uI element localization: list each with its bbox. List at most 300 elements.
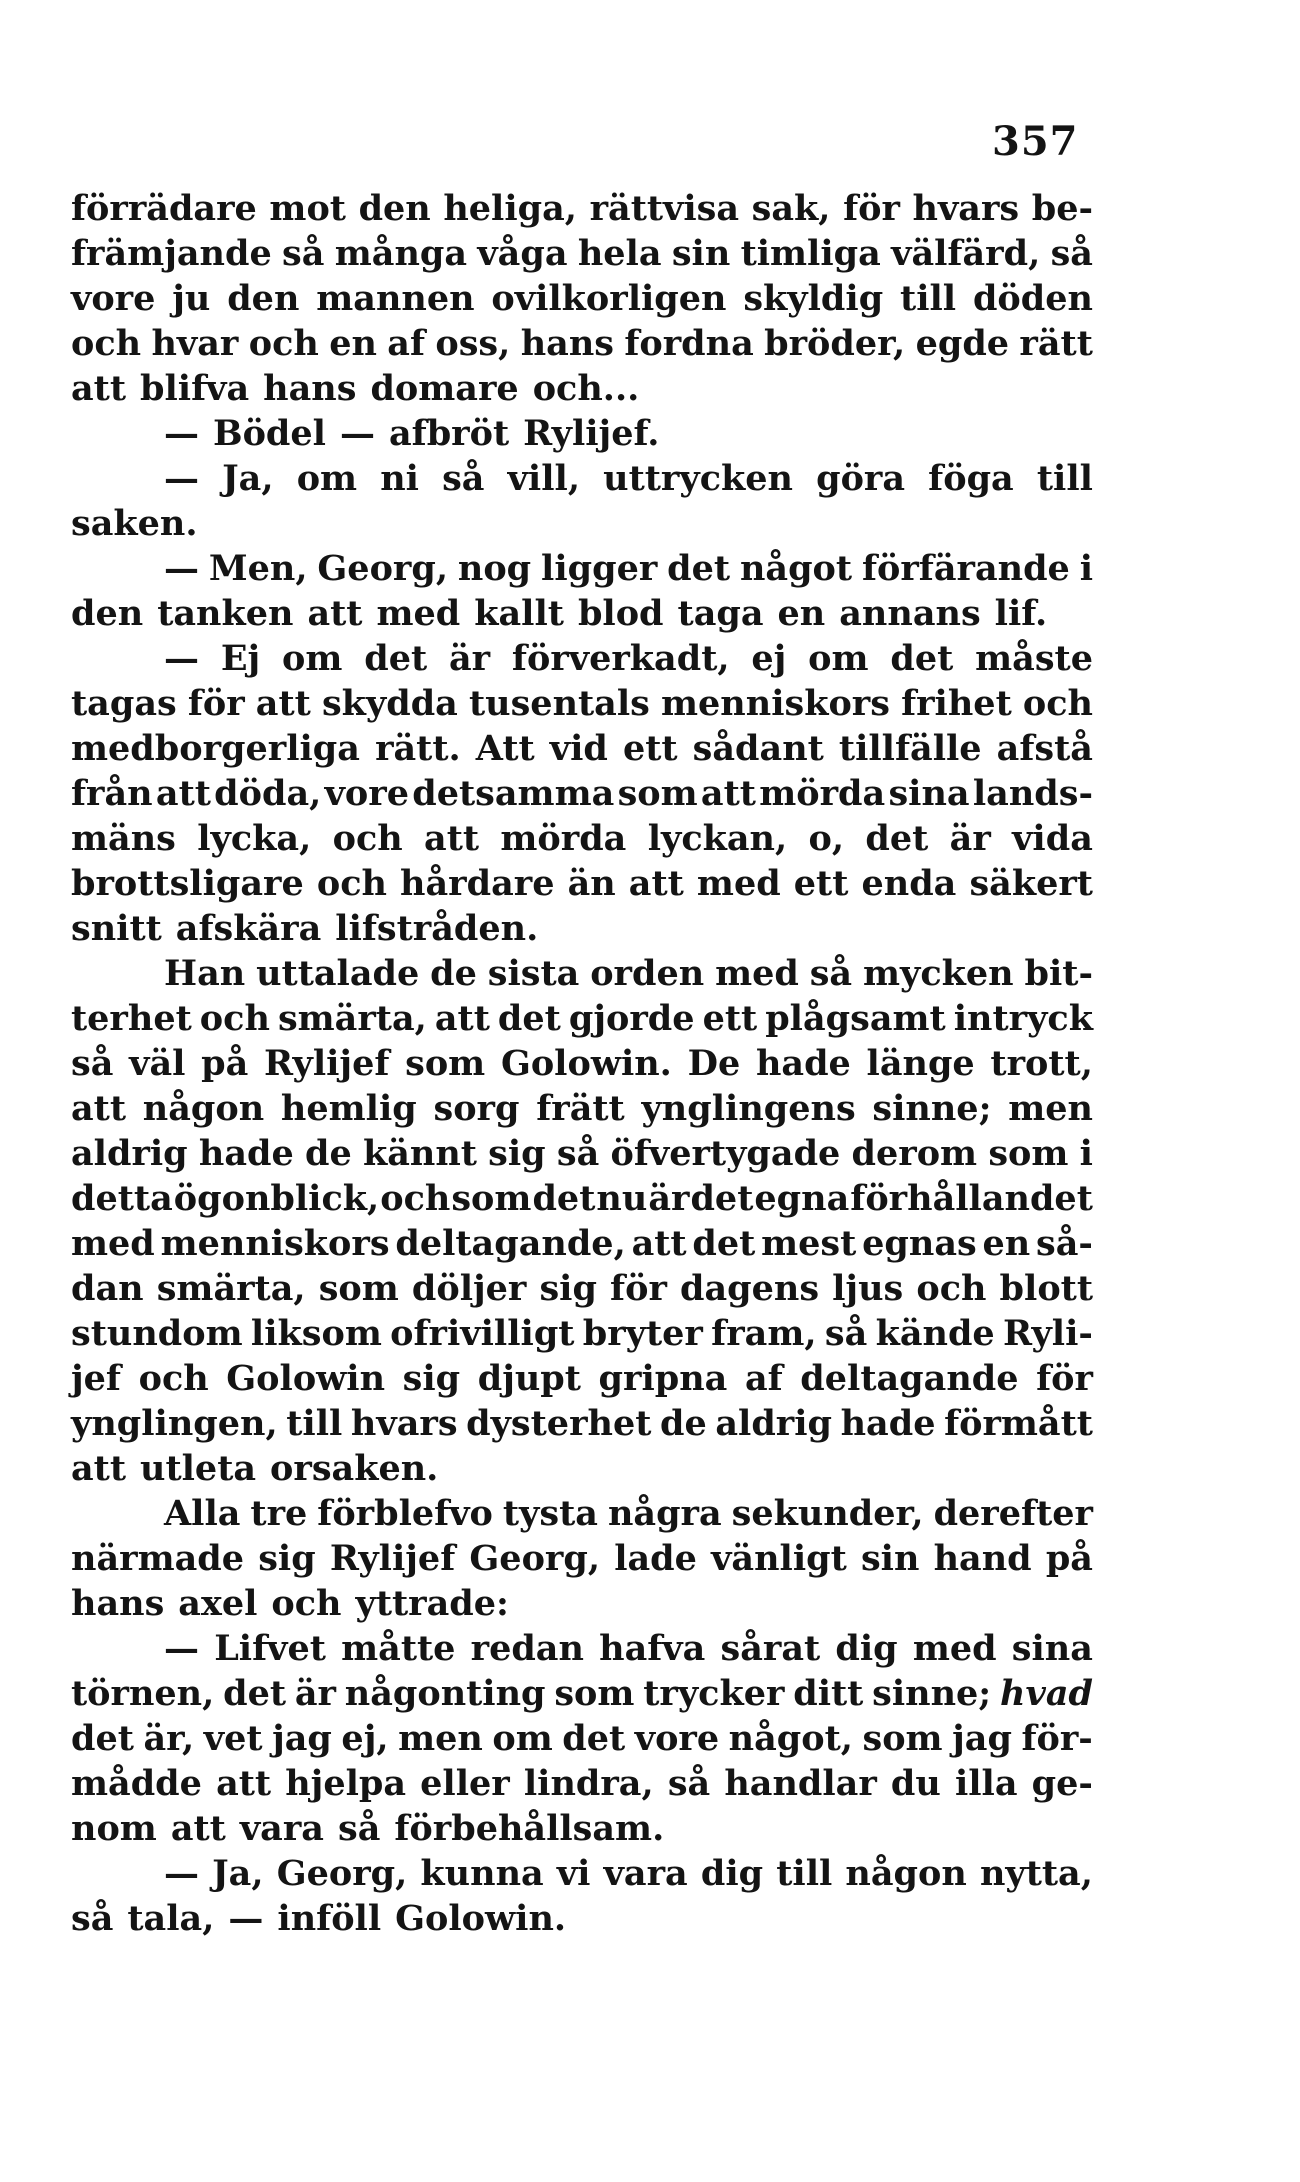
word: på (1045, 1538, 1093, 1579)
word: hårdare (400, 863, 555, 904)
word: i (1079, 1133, 1093, 1174)
word: vänligt (711, 1538, 847, 1579)
word: dysterhet (466, 1403, 652, 1444)
word: som (617, 773, 698, 814)
word: lindra, (523, 1763, 654, 1804)
word: blifva (140, 368, 250, 409)
word: hvar (151, 323, 239, 364)
word: — (164, 458, 199, 499)
word: med (376, 593, 461, 634)
word: skydda (321, 683, 458, 724)
word: förbehållsam. (394, 1808, 665, 1849)
word: dan (71, 1268, 144, 1309)
word: Alla (164, 1493, 241, 1534)
word: terhet (71, 998, 192, 1039)
word: förmått (944, 1403, 1093, 1444)
word: sekunder, (731, 1493, 924, 1534)
word: handlar (724, 1763, 877, 1804)
word: orden (590, 953, 705, 994)
word: för- (1021, 1718, 1093, 1759)
word: tusentals (468, 683, 650, 724)
word: hans (520, 323, 614, 364)
word: ovilkorligen (491, 278, 727, 319)
word: intryck (953, 998, 1093, 1039)
word: är (448, 638, 491, 679)
word: men (1008, 1088, 1093, 1129)
word: det (865, 818, 929, 859)
word: ynglingen, (71, 1403, 278, 1444)
word: ögonblick, (173, 1178, 380, 1219)
word: rätt (1019, 323, 1093, 364)
word: tanken (157, 593, 294, 634)
word: dig (835, 1628, 898, 1669)
word: sinne; (872, 1088, 992, 1129)
word: är (648, 1178, 690, 1219)
word: jef (71, 1358, 121, 1399)
word: hvars (912, 188, 1020, 229)
word: ofrivilligt (390, 1313, 575, 1354)
word: dig (700, 1853, 764, 1894)
word: så (337, 1808, 381, 1849)
word: Ja, (212, 1853, 264, 1894)
word: ett (793, 863, 849, 904)
text-line (71, 1221, 1093, 1266)
word: att (307, 593, 363, 634)
text-line (71, 411, 1093, 456)
word: jag (272, 1718, 332, 1759)
text-line (71, 1896, 1093, 1941)
word: och (71, 323, 142, 364)
word: det (223, 1673, 287, 1714)
word: Rylijef (329, 1538, 456, 1579)
body-text (71, 186, 1093, 1941)
word: — (164, 1853, 199, 1894)
text-line (71, 1401, 1093, 1446)
word: sinne; (872, 1673, 992, 1714)
word: lifstråden. (335, 908, 539, 949)
word: skyldig (743, 278, 884, 319)
word: De (687, 1043, 741, 1084)
word: sina (888, 773, 970, 814)
word: snitt (71, 908, 162, 949)
text-line (71, 1356, 1093, 1401)
word: Men, (208, 548, 308, 589)
word: Golowin (226, 1358, 386, 1399)
word: tala, (127, 1898, 215, 1939)
word: rättvisa (589, 188, 740, 229)
word: tre (250, 1493, 308, 1534)
word: vara (239, 1808, 324, 1849)
page-number: 357 (992, 118, 1079, 165)
word: som (405, 1043, 486, 1084)
word: menniskors (160, 1223, 390, 1264)
word: sig (402, 1358, 461, 1399)
word: förrädare (71, 188, 257, 229)
word: blott (999, 1268, 1093, 1309)
word: till (1036, 458, 1093, 499)
word: och (199, 998, 270, 1039)
word: sig (539, 1268, 597, 1309)
word: några (607, 1493, 722, 1534)
word: så (667, 1763, 711, 1804)
text-line (71, 546, 1093, 591)
word: något, (728, 1718, 853, 1759)
word: vore (71, 278, 156, 319)
text-line (71, 1311, 1093, 1356)
word: nom (71, 1808, 157, 1849)
word: det (667, 548, 731, 589)
word: någon (142, 1088, 265, 1129)
word: enda (861, 863, 957, 904)
word: för (843, 188, 900, 229)
word: med (696, 863, 781, 904)
text-line (71, 681, 1093, 726)
word: lands- (972, 773, 1093, 814)
word: som (318, 1268, 399, 1309)
word: till (776, 1853, 833, 1894)
text-line (71, 906, 1093, 951)
word: att (155, 773, 211, 814)
word: så (824, 1313, 868, 1354)
word: sina (1011, 1628, 1093, 1669)
word: egde (915, 323, 1010, 364)
word: och (271, 1583, 342, 1624)
text-line (71, 1176, 1093, 1221)
word: vore (634, 1718, 720, 1759)
word: rätt. (375, 728, 461, 769)
word: lyckan, (647, 818, 788, 859)
word: sista (487, 953, 580, 994)
word: hvars (350, 1403, 458, 1444)
word: så (1050, 233, 1093, 274)
word: att (700, 773, 756, 814)
word: så (71, 1898, 114, 1939)
word: ett (622, 728, 678, 769)
word: än (567, 863, 616, 904)
word: egna (754, 1178, 850, 1219)
word: förblefvo (317, 1493, 493, 1534)
word: gripna (598, 1358, 728, 1399)
word: inföll (277, 1898, 382, 1939)
word: hade (840, 1403, 936, 1444)
word: ett (702, 998, 758, 1039)
word: timliga (740, 233, 881, 274)
text-line (71, 996, 1093, 1041)
word: uttalade (256, 953, 420, 994)
text-line (71, 1626, 1093, 1671)
word: hela (577, 233, 662, 274)
word: trycker (643, 1673, 785, 1714)
word: Georg, (276, 1853, 408, 1894)
text-line (71, 1581, 1093, 1626)
word: ynglingens (641, 1088, 856, 1129)
word: eller (420, 1763, 510, 1804)
word: lade (614, 1538, 697, 1579)
word: du (890, 1763, 941, 1804)
text-line (71, 231, 1093, 276)
word: den (358, 188, 431, 229)
word: vore (324, 773, 409, 814)
word: närmade (71, 1538, 245, 1579)
word: sin (671, 233, 731, 274)
word: måste (975, 638, 1093, 679)
word: sårat (720, 1628, 821, 1669)
word: det (692, 1223, 756, 1264)
word: är, (143, 1718, 195, 1759)
word: döljer (411, 1268, 527, 1309)
word: — (164, 638, 199, 679)
word: fordna (624, 323, 754, 364)
text-line (71, 726, 1093, 771)
text-line (71, 1761, 1093, 1806)
word: Rylijef (264, 1043, 390, 1084)
word: hans (263, 368, 357, 409)
word: oss, (435, 323, 511, 364)
word: — (164, 548, 199, 589)
word: så (809, 953, 853, 994)
word: Golowin. (500, 1043, 672, 1084)
word: plågsamt (765, 998, 946, 1039)
word: hans (71, 1583, 165, 1624)
word: och (332, 818, 403, 859)
text-line (71, 1131, 1093, 1176)
word: det (890, 638, 954, 679)
word: afbröt (388, 413, 510, 454)
word: att (170, 1808, 226, 1849)
word: från (71, 773, 153, 814)
word: med (912, 1628, 997, 1669)
word: djupt (477, 1358, 581, 1399)
word: är (949, 818, 991, 859)
word: vill, (507, 458, 581, 499)
word: döda, (214, 773, 322, 814)
word: så- (1036, 1223, 1093, 1264)
word: — (164, 413, 199, 454)
word: så (556, 1133, 600, 1174)
word: orsaken. (270, 1448, 439, 1489)
word: en (777, 593, 826, 634)
word: af (387, 323, 426, 364)
word: hade (198, 1133, 294, 1174)
word: Lifvet (214, 1628, 326, 1669)
word: den (227, 278, 300, 319)
word: i (1079, 548, 1093, 589)
word: på (201, 1043, 249, 1084)
word: om (492, 1718, 553, 1759)
word: att (71, 368, 127, 409)
word: gjorde (568, 998, 695, 1039)
word: mörda (759, 773, 886, 814)
word: sin (860, 1538, 920, 1579)
word: mest (761, 1223, 857, 1264)
word: och (916, 1268, 987, 1309)
text-line (71, 1041, 1093, 1086)
word: frihet (901, 683, 1012, 724)
word: till (900, 278, 957, 319)
word: många (334, 233, 468, 274)
word: som (554, 1673, 635, 1714)
word: frätt (536, 1088, 625, 1129)
text-line (71, 1491, 1093, 1536)
word: göra (816, 458, 906, 499)
word: Han (164, 953, 246, 994)
word: bryter (582, 1313, 703, 1354)
word: derefter (933, 1493, 1093, 1534)
word: törnen, (71, 1673, 215, 1714)
word: deltagande, (395, 1223, 626, 1264)
word: förhållandet (850, 1178, 1093, 1219)
text-line (71, 321, 1093, 366)
word: hemlig (280, 1088, 417, 1129)
word: dagens (679, 1268, 820, 1309)
word: de (304, 1133, 352, 1174)
word: yttrade: (355, 1583, 509, 1624)
word: aldrig (715, 1403, 832, 1444)
word: bit- (1024, 953, 1093, 994)
word: liksom (250, 1313, 382, 1354)
word: med (71, 1223, 155, 1264)
word: till (286, 1403, 343, 1444)
word: brottsligare (71, 863, 304, 904)
word: detsamma (412, 773, 615, 814)
text-line (71, 1086, 1093, 1131)
word: så (442, 458, 485, 499)
word: Georg, (469, 1538, 601, 1579)
word: sig (258, 1538, 316, 1579)
text-line (71, 1536, 1093, 1581)
word: Golowin. (395, 1898, 567, 1939)
word: och (380, 1178, 451, 1219)
word: smärta, (156, 1268, 306, 1309)
text-line (71, 1671, 1093, 1716)
word: kännt (362, 1133, 477, 1174)
word: sådant (692, 728, 824, 769)
word: ju (172, 278, 211, 319)
word: för (610, 1268, 667, 1309)
word: ni (380, 458, 419, 499)
word: Georg, (317, 548, 449, 589)
word: det (497, 998, 561, 1039)
text-line (71, 591, 1093, 636)
word: hvad (1000, 1673, 1093, 1714)
word: detta (71, 1178, 173, 1219)
word: säkert (969, 863, 1093, 904)
word: de (660, 1403, 707, 1444)
word: att (71, 1088, 127, 1129)
word: med (715, 953, 799, 994)
word: utleta (140, 1448, 257, 1489)
word: men (398, 1718, 483, 1759)
word: — (228, 1898, 264, 1939)
word: vid (549, 728, 608, 769)
word: jag (952, 1718, 1012, 1759)
word: taga (677, 593, 764, 634)
word: blod (577, 593, 664, 634)
word: ligger (541, 548, 658, 589)
text-line (71, 501, 1093, 546)
word: vara (603, 1853, 688, 1894)
word: menniskors (661, 683, 890, 724)
word: deltagande (800, 1358, 1019, 1399)
word: att (631, 1223, 687, 1264)
word: egnas (862, 1223, 977, 1264)
word: för (1036, 1358, 1093, 1399)
text-line (71, 771, 1093, 816)
word: smärta, (277, 998, 427, 1039)
word: döden (972, 278, 1093, 319)
word: det (532, 1178, 596, 1219)
word: föga (928, 458, 1014, 499)
word: afskära (175, 908, 322, 949)
word: sorg (433, 1088, 520, 1129)
word: ljus (832, 1268, 904, 1309)
word: en (982, 1223, 1031, 1264)
word: heliga, (443, 188, 577, 229)
text-line (71, 186, 1093, 231)
word: axel (178, 1583, 258, 1624)
word: om (808, 638, 869, 679)
word: och (248, 323, 319, 364)
word: de (430, 953, 477, 994)
word: och (316, 863, 387, 904)
word: medborgerliga (71, 728, 360, 769)
text-line (71, 1266, 1093, 1311)
word: att (216, 1763, 272, 1804)
word: välfärd, (891, 233, 1041, 274)
word: illa (954, 1763, 1018, 1804)
word: mannen (316, 278, 475, 319)
word: mådde (71, 1763, 202, 1804)
word: mäns (71, 818, 176, 859)
text-line (71, 366, 1093, 411)
word: någon (845, 1853, 967, 1894)
word: för (187, 683, 245, 724)
word: om (282, 638, 343, 679)
word: Att (475, 728, 535, 769)
word: att (628, 863, 684, 904)
word: mycken (862, 953, 1014, 994)
word: det (562, 1718, 626, 1759)
text-line (71, 1851, 1093, 1896)
word: stundom (71, 1313, 243, 1354)
text-line (71, 816, 1093, 861)
word: ej, (341, 1718, 389, 1759)
text-line (71, 636, 1093, 681)
word: kände (875, 1313, 995, 1354)
word: uttrycken (603, 458, 793, 499)
word: saken. (71, 503, 198, 544)
word: som (988, 1133, 1069, 1174)
word: Bödel (213, 413, 326, 454)
word: vet (203, 1718, 263, 1759)
word: att (71, 1448, 127, 1489)
word: mot (269, 188, 346, 229)
word: ej (751, 638, 787, 679)
word: hand (933, 1538, 1032, 1579)
word: ditt (793, 1673, 864, 1714)
word: och (138, 1358, 209, 1399)
word: — (164, 1628, 199, 1669)
word: en (329, 323, 377, 364)
word: hade (755, 1043, 851, 1084)
word: främjande (71, 233, 272, 274)
word: är (294, 1673, 336, 1714)
word: vida (1012, 818, 1093, 859)
word: våga (477, 233, 568, 274)
word: tagas (71, 683, 177, 724)
word: sig (488, 1133, 546, 1174)
word: som (451, 1178, 532, 1219)
